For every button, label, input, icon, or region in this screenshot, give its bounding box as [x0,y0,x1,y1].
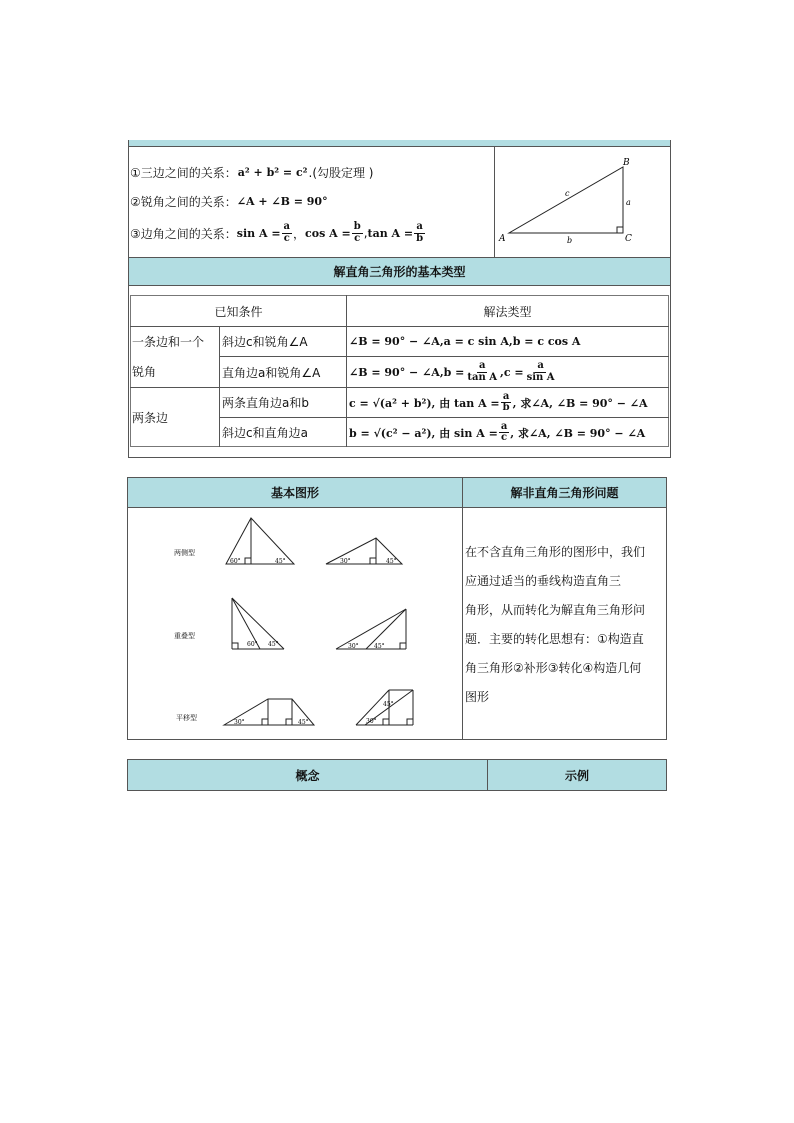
angle-label: 45° [386,558,397,565]
row-method-1: ∠B = 90° − ∠A,b = $\frac{a}{\text{tan A}}$ ,c = $\frac{a}{\text{sin A}}$ [349,360,555,383]
figures-paragraph: 在不含直角三角形的图形中，我们 应通过适当的垂线构造直角三 角形，从而转化为解直角三角形问 题．主要的转化思想有：①构造直 角三角形②补形③转化④构造几何 图形 [465,545,646,704]
angle-label: 30° [348,643,359,650]
vertex-a-label: A [499,234,506,244]
row-known-1: 直角边a和锐角∠A [222,365,321,380]
angle-label: 45° [383,701,394,708]
right-triangle-diagram [495,147,670,257]
divider [462,478,463,739]
header-solution-type: 解法类型 [483,304,532,319]
group-two-sides: 两条边 [132,411,169,425]
group-side-and-angle: 一条边和一个 锐角 [132,335,205,379]
figures-header-left: 基本图形 [128,478,462,508]
row-known-3: 斜边c和直角边a [222,426,308,440]
relation-side-angle: ③边角之间的关系： sin A = $\frac{a}{c}$ ， cos A = $\frac{b}{c}$ , tan A = $\frac{a}{b}$ [130,221,424,244]
vertex-c-label: C [625,234,632,244]
angle-label: 60° [230,558,241,565]
side-b-label: b [567,236,573,245]
figure-overlap-2 [336,609,406,649]
basic-figures-diagram [200,510,460,735]
side-a-label: a [626,198,631,207]
angle-label: 30° [366,718,377,725]
row-method-3: b = √(c² − a²), 由 sin A = $\frac{a}{c}$ , 求∠A, ∠B = 90° − ∠A [349,420,646,443]
divider [128,140,129,458]
row-method-0: ∠B = 90° − ∠A,a = c sin A,b = c cos A [349,335,581,348]
row-method-2: c = √(a² + b²), 由 tan A = $\frac{a}{b}$ , 求∠A, ∠B = 90° − ∠A [349,390,648,413]
divider [670,140,671,458]
row-known-0: 斜边c和锐角∠A [222,335,308,349]
label-overlap-type: 重叠型 [174,632,195,640]
row-known-2: 两条直角边a和b [222,396,309,410]
relation-sides: ①三边之间的关系： a² + b² = c² .(勾股定理 ) [130,165,374,180]
angle-label: 45° [275,558,286,565]
concepts-header-left: 概念 [128,760,487,790]
angle-label: 45° [374,643,385,650]
label-translate-type: 平移型 [176,714,197,722]
label-two-sides-type: 两侧型 [174,549,195,557]
angle-label: 60° [247,641,258,648]
figures-header-right: 解非直角三角形问题 [463,478,666,508]
vertex-b-label: B [623,158,630,168]
divider [128,457,671,458]
relation-angles: ②锐角之间的关系： ∠A + ∠B = 90° [130,194,328,209]
angle-label: 30° [340,558,351,565]
angle-label: 45° [298,719,309,726]
types-section-title: 解直角三角形的基本类型 [129,257,670,286]
header-known-conditions: 已知条件 [214,304,263,319]
side-c-label: c [565,189,570,198]
angle-label: 45° [268,641,279,648]
concepts-header-right: 示例 [488,760,666,790]
angle-label: 30° [234,719,245,726]
